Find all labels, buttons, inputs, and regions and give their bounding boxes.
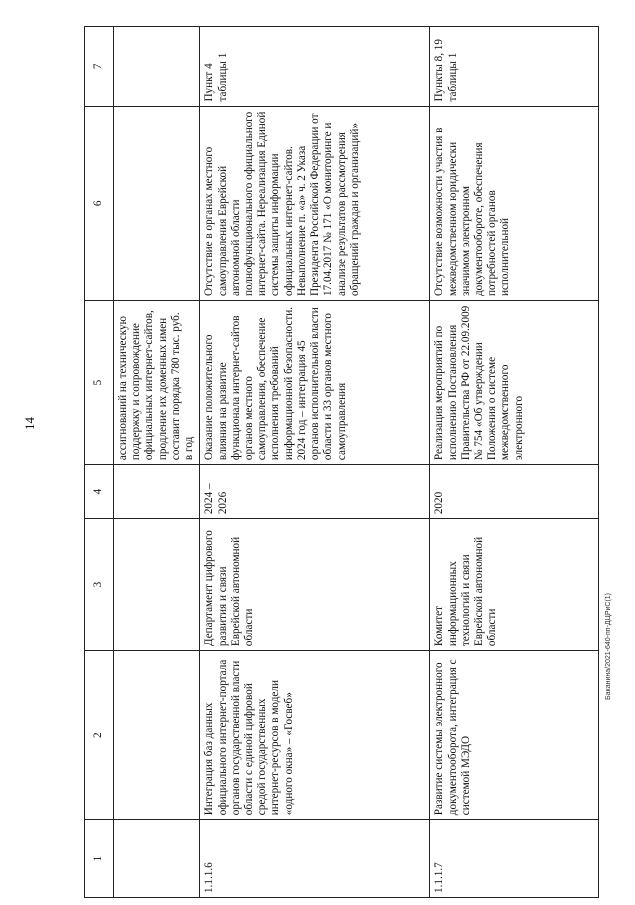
cell-reference xyxy=(114,27,200,107)
cell-problem: Отсутствие возможности участия в межведомственном юридически значимом электронном документообороте, обеспечения потребностей органов исполнительной xyxy=(430,106,599,300)
cell-reference: Пункт 4 таблицы 1 xyxy=(200,27,430,107)
cell-name: Интеграция баз данных официального интернет-портала органов государственной власти области с единой цифровой средой государственных интернет-ресурсов в модели «одного окна» – «Госвеб» xyxy=(200,651,430,820)
cell-name: Развитие системы электронного документооборота, интеграция с системой МЭДО xyxy=(430,651,599,820)
footer-note: Баканина/2021-640-пп-ДЦРиС(1) xyxy=(605,592,612,700)
cell-year: 2020 xyxy=(430,465,599,519)
cell-executor: Комитет информационных технологий и связи Еврейской автономной области xyxy=(430,519,599,651)
cell-executor: Департамент цифрового развития и связи Еврейской автономной области xyxy=(200,519,430,651)
cell-num xyxy=(114,820,200,898)
header-cell: 1 xyxy=(85,820,114,898)
cell-name xyxy=(114,651,200,820)
header-cell: 3 xyxy=(85,519,114,651)
cell-result: ассигнований на техническую поддержку и сопровождение официальных интернет-сайтов, продление их доменных имен составит порядка 780 тыс. руб. в год xyxy=(114,301,200,465)
header-cell: 4 xyxy=(85,465,114,519)
cell-result: Реализация мероприятий по исполнению Постановления Правительства РФ от 22.09.2009 № 754 «Об утверждении Положения о системе межведомственного электронного xyxy=(430,301,599,465)
rotated-table-container xyxy=(84,26,599,898)
header-cell: 2 xyxy=(85,651,114,820)
cell-num: 1.1.1.6 xyxy=(200,820,430,898)
cell-problem xyxy=(114,106,200,300)
cell-num: 1.1.1.7 xyxy=(430,820,599,898)
cell-result: Оказание положительного влияния на развитие функционала интернет-сайтов органов местного самоуправления, обеспечение исполнения требований информационной безопасности. 2024 год – интеграция 45 органов исполнительной власти области и 33 органов местного самоуправления xyxy=(200,301,430,465)
cell-problem: Отсутствие в органах местного самоуправления Еврейской автономной области полнофункционального официального интернет-сайта. Нереализация Единой системы защиты информации официальных интернет-сайтов. Невыполнение п. «а» ч. 2 Указа Президента Российской Федерации от 17.04.2017 № 171 «О мониторинге и анализе результатов рассмотрения обращений граждан и организаций» xyxy=(200,106,430,300)
page-number: 14 xyxy=(22,417,37,430)
header-cell: 6 xyxy=(85,106,114,300)
cell-executor xyxy=(114,519,200,651)
table-row xyxy=(200,27,430,898)
header-cell: 5 xyxy=(85,301,114,465)
header-cell: 7 xyxy=(85,27,114,107)
cell-year: 2024 – 2026 xyxy=(200,465,430,519)
table-header-row xyxy=(85,27,114,898)
cell-reference: Пункты 8, 19 таблицы 1 xyxy=(430,27,599,107)
measures-table xyxy=(84,26,599,898)
table-row xyxy=(114,27,200,898)
table-row xyxy=(430,27,599,898)
cell-year xyxy=(114,465,200,519)
